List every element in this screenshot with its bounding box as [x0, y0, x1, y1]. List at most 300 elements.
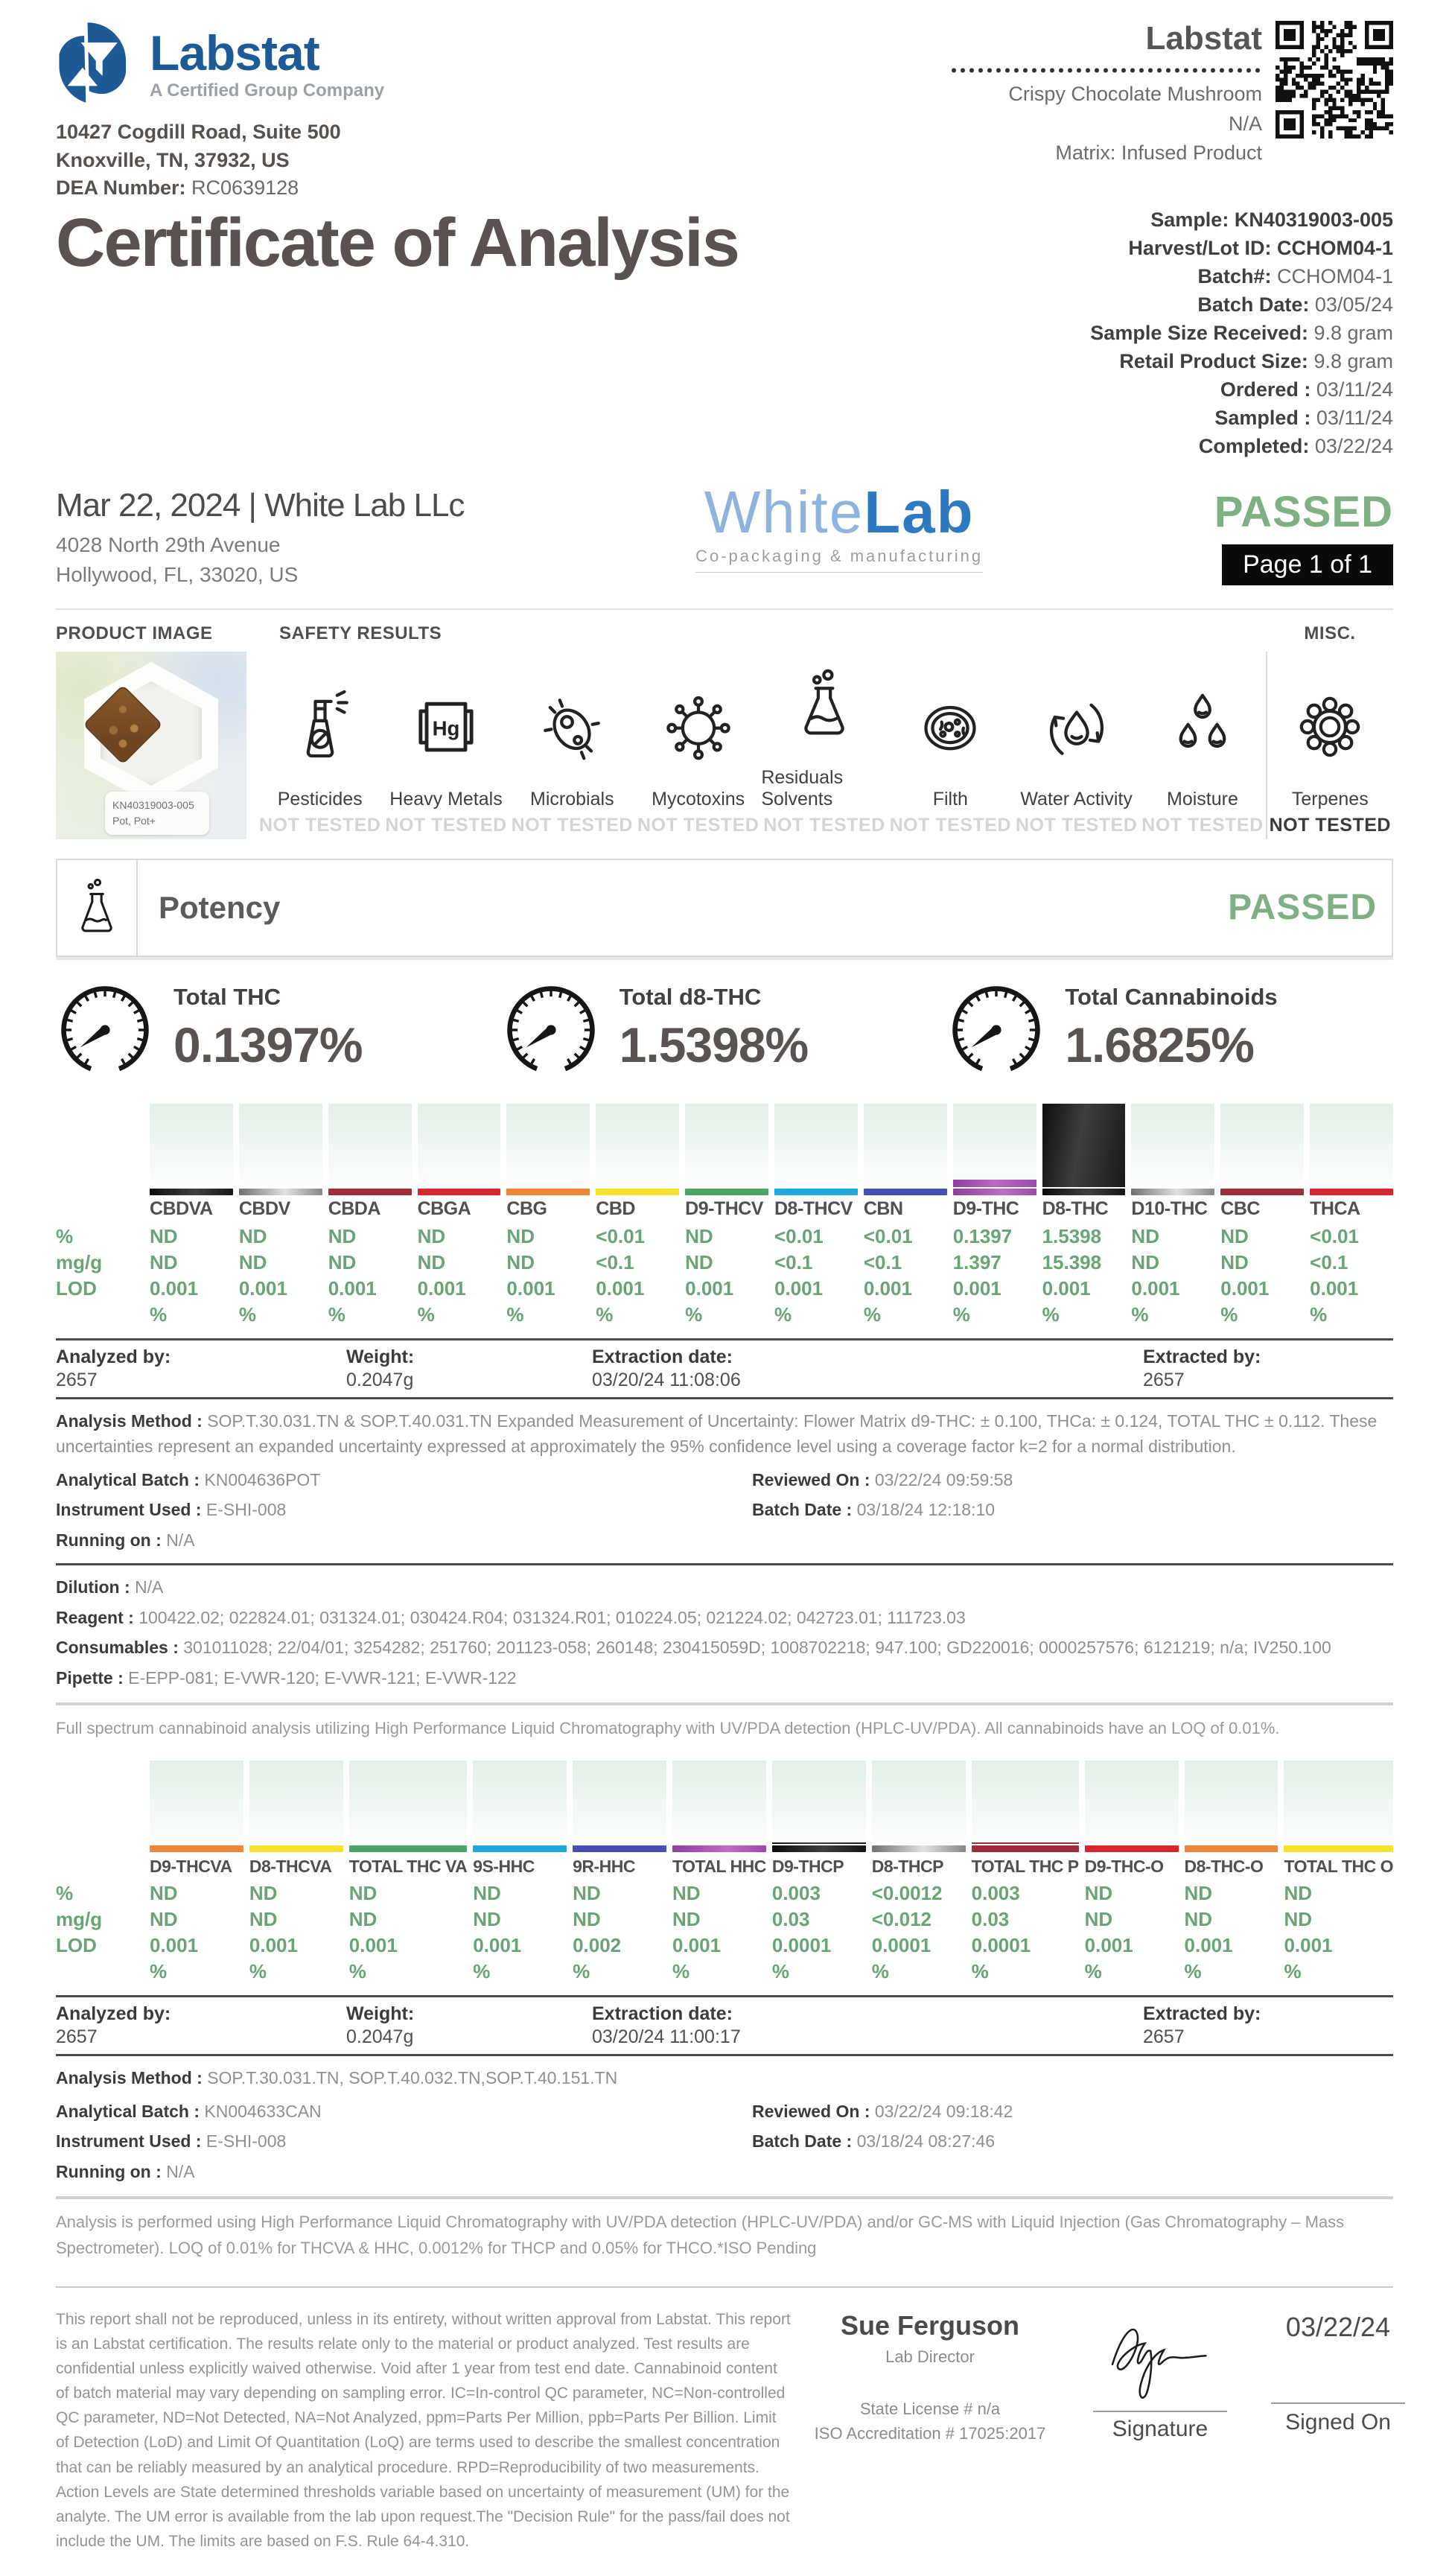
- analyte-color-strip: [573, 1845, 666, 1852]
- pesticides-icon: [281, 688, 359, 789]
- analyte-pct: ND: [328, 1224, 357, 1247]
- analyte-color-strip: [772, 1845, 866, 1852]
- page-indicator: Page 1 of 1: [1222, 544, 1393, 585]
- bar-zone: [349, 1761, 467, 1844]
- analyte-mgg: ND: [1131, 1250, 1159, 1273]
- safety-item-moisture: Moisture NOT TESTED: [1139, 652, 1265, 839]
- analyte-unit: %: [672, 1960, 690, 1983]
- analyte-lod: 0.001: [473, 1934, 522, 1957]
- bar-zone: [772, 1761, 866, 1844]
- analyte-pct: ND: [685, 1224, 713, 1247]
- signed-date-block: [1271, 2307, 1405, 2554]
- analyte-unit: %: [1220, 1303, 1238, 1326]
- analyte-bar: [953, 1180, 1036, 1187]
- analyte-unit: %: [1184, 1960, 1202, 1983]
- gauge-icon: [502, 979, 600, 1084]
- section-headings: [56, 623, 1393, 644]
- analyte-name: CBD: [596, 1198, 635, 1220]
- bar-zone: [249, 1761, 343, 1844]
- overall-result: [1214, 487, 1393, 585]
- safety-item-water-activity: Water Activity NOT TESTED: [1013, 652, 1139, 839]
- analyte-lod: 0.002: [573, 1934, 622, 1957]
- analyte-column-9r-hhc: [573, 1761, 666, 1985]
- product-photo: [56, 652, 246, 839]
- safety-item-residual-solvents: Residuals Solvents NOT TESTED: [761, 652, 887, 839]
- analyte-name: TOTAL HHC: [672, 1856, 766, 1876]
- analyte-pct: ND: [506, 1224, 535, 1247]
- safety-item-heavy-metals: Hg Heavy Metals NOT TESTED: [383, 652, 509, 839]
- analyte-column-thca: [1310, 1104, 1393, 1328]
- analyte-name: D9-THC-O: [1084, 1856, 1164, 1876]
- bar-zone: [972, 1761, 1079, 1844]
- bar-zone: [506, 1104, 590, 1187]
- analyte-pct: <0.0012: [871, 1882, 943, 1905]
- analyte-column-d10-thc: [1131, 1104, 1214, 1328]
- analyte-pct: <0.01: [1310, 1224, 1359, 1247]
- analyte-mgg: ND: [348, 1908, 378, 1931]
- bar-zone: [473, 1761, 567, 1844]
- analyte-mgg: ND: [573, 1908, 601, 1931]
- filth-icon: [911, 688, 989, 789]
- analyte-unit: %: [971, 1960, 989, 1983]
- analyte-name: D9-THCVA: [150, 1856, 232, 1876]
- analysis1-meta-row: Analyzed by: 2657 Weight: 0.2047g Extraction date: 03/20/24 11:08:06 Extracted by: 2657: [56, 1346, 1261, 1390]
- analyte-name: 9S-HHC: [473, 1856, 535, 1876]
- analyte-column-total-thc-o: [1284, 1761, 1393, 1985]
- analyte-lod: 0.0001: [971, 1934, 1031, 1957]
- analyte-color-strip: [864, 1189, 947, 1195]
- analyte-column-cbdv: [239, 1104, 322, 1328]
- analyte-color-strip: [972, 1845, 1079, 1852]
- bar-zone: [672, 1761, 766, 1844]
- cannabinoid-chart-2: [56, 1761, 1393, 1985]
- analyte-mgg: <0.1: [1310, 1250, 1348, 1273]
- sample-meta-row: Batch Date: 03/05/24: [1197, 293, 1393, 316]
- disclaimer: This report shall not be reproduced, unless in its entirety, without written approval from Labstat. This report is an Labstat certification. The results relate only to the material or product analyzed. Test results are confidential unless explicitly waived otherwise. Void after 1 year from test end date. Cannabinoid content of batch material may vary depending on sampling error. IC=In-control QC parameter, NC=Non-controlled QC parameter, ND=Not Detected, NA=Not Analyzed, ppm=Parts Per Million, ppb=Parts Per Billion. Limit of Detection (LoD) and Limit Of Quantitation (LoQ) are terms used to describe the smallest concentration that can be reliably measured by an analytical procedure. RPD=Reproducibility of two measurements. Action Levels are State determined thresholds variable based on uncertainty of measurement (UM) for the analyte. The UM error is available from the lab upon request.The "Decision Rule" for the pass/fail does not include the UM. The limits are based on F.S. Rule 64-4.310.: [56, 2310, 791, 2551]
- analyte-unit: %: [1042, 1303, 1060, 1326]
- analyte-lod: 0.001: [1284, 1934, 1333, 1957]
- analyte-lod: 0.001: [1084, 1934, 1133, 1957]
- safety-item-microbials: Microbials NOT TESTED: [509, 652, 635, 839]
- analyte-mgg: ND: [150, 1250, 178, 1273]
- analyte-mgg: ND: [1284, 1908, 1312, 1931]
- report-date-client: Mar 22, 2024 | White Lab LLc: [56, 487, 465, 524]
- analyte-mgg: ND: [1084, 1908, 1113, 1931]
- analyte-column-d9-thc-o: [1085, 1761, 1179, 1985]
- analyte-lod: 0.0001: [871, 1934, 932, 1957]
- qr-code: [1276, 21, 1393, 139]
- analyte-mgg: ND: [328, 1250, 357, 1273]
- chart-row-labels: % mg/g LOD: [56, 1882, 103, 1957]
- product-name: Crispy Chocolate Mushroom: [1008, 83, 1262, 106]
- analyte-bar: [972, 1842, 1079, 1844]
- analyte-color-strip: [1042, 1189, 1126, 1195]
- gauge-total-d8-thc: Total d8-THC 1.5398%: [502, 979, 948, 1084]
- misc-heading: MISC.: [1304, 623, 1356, 643]
- analyte-pct: ND: [1131, 1224, 1159, 1247]
- analyte-name: CBC: [1220, 1198, 1260, 1220]
- signature-image: [1097, 2393, 1223, 2405]
- analyte-lod: 0.001: [417, 1276, 466, 1300]
- bar-zone: [774, 1104, 858, 1187]
- analyte-mgg: ND: [685, 1250, 713, 1273]
- bar-zone: [150, 1104, 233, 1187]
- client-address: 4028 North 29th Avenue Hollywood, FL, 33020, US: [56, 533, 299, 586]
- analyte-column-cbga: [418, 1104, 501, 1328]
- divider: [56, 1702, 1393, 1705]
- analyte-color-strip: [1220, 1189, 1304, 1195]
- divider: [56, 608, 1393, 610]
- analyte-column-cbg: [506, 1104, 590, 1328]
- analyte-color-strip: [1310, 1189, 1393, 1195]
- analyte-pct: <0.01: [596, 1224, 646, 1247]
- analyte-unit: %: [328, 1303, 345, 1326]
- bar-zone: [872, 1761, 966, 1844]
- water-activity-icon: [1038, 688, 1115, 789]
- analyte-pct: ND: [1284, 1882, 1312, 1905]
- bar-zone: [864, 1104, 947, 1187]
- misc-item-terpenes: Terpenes NOT TESTED: [1266, 652, 1393, 839]
- analyte-pct: ND: [1184, 1882, 1213, 1905]
- potency-title: Potency: [159, 889, 281, 925]
- analyte-lod: 0.001: [1131, 1276, 1180, 1300]
- bar-zone: [685, 1104, 768, 1187]
- analyte-name: CBGA: [417, 1198, 471, 1220]
- analyte-color-strip: [1131, 1189, 1214, 1195]
- analyte-lod: 0.001: [1042, 1276, 1091, 1300]
- analyte-column-d9-thc: [953, 1104, 1036, 1328]
- analyte-color-strip: [1185, 1845, 1278, 1852]
- sample-meta-row: Sample: KN40319003-005: [1150, 208, 1393, 231]
- analyte-pct: ND: [249, 1882, 278, 1905]
- analyte-mgg: ND: [473, 1908, 501, 1931]
- bar-zone: [1284, 1761, 1393, 1844]
- analyte-pct: 0.003: [771, 1882, 821, 1905]
- analyte-pct: 1.5398: [1042, 1224, 1102, 1247]
- flask-icon: [57, 860, 138, 955]
- analyte-name: D8-THCP: [871, 1856, 943, 1876]
- sample-meta-row: Harvest/Lot ID: CCHOM04-1: [1128, 236, 1393, 259]
- analyte-column-d8-thcp: [872, 1761, 966, 1985]
- signer-block: [811, 2307, 1049, 2554]
- gauge-icon: [56, 979, 154, 1084]
- analyte-mgg: ND: [238, 1250, 267, 1273]
- analyte-mgg: ND: [249, 1908, 278, 1931]
- bar-zone: [1085, 1761, 1179, 1844]
- analyte-color-strip: [249, 1845, 343, 1852]
- safety-item-filth: Filth NOT TESTED: [888, 652, 1013, 839]
- analyte-column-cbd: [596, 1104, 679, 1328]
- analyte-pct: ND: [1084, 1882, 1113, 1905]
- analyte-unit: %: [774, 1303, 792, 1326]
- divider: [56, 2054, 1393, 2056]
- bar-zone: [596, 1104, 679, 1187]
- analyte-unit: %: [952, 1303, 970, 1326]
- analyte-unit: %: [871, 1960, 889, 1983]
- whitelab-tagline: Co-packaging & manufacturing: [695, 547, 983, 573]
- analyte-lod: 0.001: [238, 1276, 287, 1300]
- gauge-total-thc: Total THC 0.1397%: [56, 979, 502, 1084]
- signature-block: [1067, 2307, 1253, 2554]
- analyte-name: D9-THCV: [685, 1198, 763, 1220]
- analyte-lod: 0.001: [672, 1934, 722, 1957]
- analyte-color-strip: [1284, 1845, 1393, 1852]
- sample-meta-row: Sample Size Received: 9.8 gram: [1090, 321, 1393, 344]
- analyte-name: 9R-HHC: [573, 1856, 635, 1876]
- analyte-color-strip: [953, 1189, 1036, 1195]
- analyte-pct: ND: [417, 1224, 446, 1247]
- heavy-metals-icon: [407, 688, 485, 789]
- analyte-pct: ND: [238, 1224, 267, 1247]
- analyte-name: TOTAL THC VA: [348, 1856, 468, 1876]
- product-photo-label: KN40319003-005 Pot, Pot+: [105, 792, 209, 835]
- labstat-logo-tagline: A Certified Group Company: [150, 80, 385, 101]
- analyte-mgg: 0.03: [971, 1908, 1010, 1931]
- analyte-column-cbdva: [150, 1104, 233, 1328]
- analyte-lod: 0.001: [328, 1276, 377, 1300]
- header: [56, 21, 1393, 200]
- analyte-name: D8-THC: [1042, 1198, 1109, 1220]
- microbials-icon: [533, 688, 611, 789]
- bar-zone: [418, 1104, 501, 1187]
- analysis2-meta-row: Analyzed by: 2657 Weight: 0.2047g Extraction date: 03/20/24 11:00:17 Extracted by: 2657: [56, 2003, 1261, 2048]
- analyte-column-total-thc-p: [972, 1761, 1079, 1985]
- analysis2-method-block: Analysis Method : SOP.T.30.031.TN, SOP.T.40.032.TN,SOP.T.40.151.TN Analytical Batch : KN004633CAN Instrument Used : E-SHI-008 Running on : N/A Reviewed On : 03/22/24 09:18:42 Batch Date : 03/18/24 08:27:46: [56, 2068, 1013, 2181]
- analyte-color-strip: [672, 1845, 766, 1852]
- bar-zone: [1131, 1104, 1214, 1187]
- analyte-mgg: ND: [506, 1250, 535, 1273]
- analyte-unit: %: [506, 1303, 524, 1326]
- analyte-mgg: <0.1: [774, 1250, 813, 1273]
- analyte-unit: %: [863, 1303, 881, 1326]
- analyte-name: D9-THCP: [771, 1856, 844, 1876]
- header-left: [56, 21, 384, 200]
- analyte-column-9s-hhc: [473, 1761, 567, 1985]
- residual-solvents-icon: [786, 667, 863, 767]
- analyte-lod: 0.001: [774, 1276, 824, 1300]
- analyte-lod: 0.001: [150, 1276, 199, 1300]
- analyte-column-d9-thcp: [772, 1761, 866, 1985]
- analyte-color-strip: [349, 1845, 467, 1852]
- gauge-total-cannabinoids: Total Cannabinoids 1.6825%: [947, 979, 1393, 1084]
- sample-meta: [1090, 207, 1393, 462]
- labstat-logo-icon: [56, 21, 139, 108]
- sample-meta-row: Ordered : 03/11/24: [1220, 378, 1393, 401]
- analyte-unit: %: [1131, 1303, 1149, 1326]
- analyte-unit: %: [1284, 1960, 1302, 1983]
- analyte-unit: %: [473, 1960, 491, 1983]
- analyte-bar: [1042, 1104, 1126, 1187]
- analyte-name: CBDV: [238, 1198, 290, 1220]
- dea-number: DEA Number: RC0639128: [56, 176, 299, 199]
- signed-on-line: [1271, 2402, 1405, 2404]
- analyte-unit: %: [249, 1960, 267, 1983]
- safety-icons-strip: [257, 652, 1393, 839]
- gauge-icon: [947, 979, 1045, 1084]
- title-row: [56, 204, 1393, 462]
- analyte-pct: 0.1397: [952, 1224, 1013, 1247]
- header-right: [949, 21, 1393, 200]
- terpenes-icon: [1291, 688, 1369, 789]
- bar-zone: [573, 1761, 666, 1844]
- analyte-column-d8-thcva: [249, 1761, 343, 1985]
- analyte-name: CBDVA: [150, 1198, 213, 1220]
- bar-zone: [1310, 1104, 1393, 1187]
- analyte-color-strip: [473, 1845, 567, 1852]
- analyte-unit: %: [596, 1303, 614, 1326]
- signer-role: Lab Director: [885, 2347, 975, 2366]
- analyte-unit: %: [685, 1303, 703, 1326]
- analyte-lod: 0.001: [249, 1934, 298, 1957]
- analyte-unit: %: [238, 1303, 256, 1326]
- sample-meta-row: Batch#: CCHOM04-1: [1197, 264, 1393, 287]
- signer-name: Sue Ferguson: [840, 2309, 1020, 2341]
- analyte-name: CBN: [863, 1198, 903, 1220]
- labstat-logo: [56, 21, 384, 108]
- analyte-unit: %: [348, 1960, 366, 1983]
- analyte-pct: ND: [348, 1882, 378, 1905]
- labstat-logo-word: Labstat: [150, 25, 319, 80]
- analysis2-note: Analysis is performed using High Performance Liquid Chromatography with UV/PDA detection (HPLC-UV/PDA) and/or GC-MS with Liquid Injection (Gas Chromatography – Mass Spectrometer). LOQ of 0.01% for THCVA & HHC, 0.0012% for THCP and 0.05% for THCO.*ISO Pending: [56, 2213, 1345, 2257]
- analyte-unit: %: [1084, 1960, 1102, 1983]
- analyte-column-d9-thcv: [685, 1104, 768, 1328]
- potency-summary: [56, 979, 1393, 1084]
- lab-address: 10427 Cogdill Road, Suite 500 Knoxville, TN, 37932, US: [56, 121, 341, 171]
- analyte-lod: 0.0001: [771, 1934, 832, 1957]
- divider: [56, 1563, 1393, 1565]
- analyte-mgg: ND: [417, 1250, 446, 1273]
- analyte-mgg: <0.1: [863, 1250, 902, 1273]
- moisture-icon: [1164, 688, 1241, 789]
- analyte-unit: %: [1310, 1303, 1328, 1326]
- state-license: State License # n/a: [859, 2399, 1001, 2418]
- analyte-unit: %: [150, 1303, 168, 1326]
- analyte-mgg: 0.03: [771, 1908, 810, 1931]
- analyte-color-strip: [418, 1189, 501, 1195]
- product-matrix: Matrix: Infused Product: [1055, 141, 1262, 164]
- header-brand: Labstat: [1145, 20, 1262, 57]
- divider: [56, 1397, 1393, 1399]
- analyte-name: D8-THC-O: [1184, 1856, 1264, 1876]
- bar-zone: [239, 1104, 322, 1187]
- analysis1-reagents-block: Dilution : N/A Reagent : 100422.02; 022824.01; 031324.01; 030424.R04; 031324.R01; 010224.05; 021224.02; 042723.01; 111723.03 Consumables : 301011028; 22/04/01; 3254282; 251760; 201123-058; 260148; 230415059D; 1008702218; 947.100; GD220016; 0000257576; 6121219; n/a; IV250.100 Pipette : E-EPP-081; E-VWR-120; E-VWR-121; E-VWR-122: [56, 1577, 1331, 1688]
- signature-line: [1093, 2411, 1227, 2412]
- sample-meta-row: Completed: 03/22/24: [1198, 435, 1393, 458]
- analyte-color-strip: [150, 1189, 233, 1195]
- analyte-color-strip: [239, 1189, 322, 1195]
- analyte-column-d9-thcva: [150, 1761, 243, 1985]
- page-title: Certificate of Analysis: [56, 204, 739, 281]
- bar-zone: [328, 1104, 412, 1187]
- bar-zone: [953, 1104, 1036, 1187]
- analyte-lod: 0.001: [596, 1276, 645, 1300]
- analyte-lod: 0.001: [1184, 1934, 1233, 1957]
- whitelab-logo: WhiteLab Co-packaging & manufacturing: [695, 483, 983, 573]
- sample-meta-row: Sampled : 03/11/24: [1214, 407, 1393, 430]
- analyte-name: THCA: [1310, 1198, 1360, 1220]
- analyte-column-cbda: [328, 1104, 412, 1328]
- analyte-column-total-hhc: [672, 1761, 766, 1985]
- analyte-mgg: ND: [1220, 1250, 1249, 1273]
- signature-caption: Signature: [1112, 2416, 1208, 2441]
- analyte-column-d8-thc: [1042, 1104, 1126, 1328]
- cannabinoid-chart-1: [56, 1104, 1393, 1328]
- analyte-mgg: 15.398: [1042, 1250, 1102, 1273]
- analysis1-note: Full spectrum cannabinoid analysis utilizing High Performance Liquid Chromatography with UV/PDA detection (HPLC-UV/PDA). All cannabinoids have an LOQ of 0.01%.: [56, 1719, 1280, 1738]
- analyte-column-total-thc-va: [349, 1761, 467, 1985]
- analyte-mgg: ND: [672, 1908, 701, 1931]
- analyte-pct: ND: [573, 1882, 601, 1905]
- analyte-name: TOTAL THC O: [1284, 1856, 1393, 1876]
- analyte-lod: 0.001: [348, 1934, 398, 1957]
- analyte-bar: [772, 1842, 866, 1844]
- analyte-color-strip: [506, 1189, 590, 1195]
- analyte-lod: 0.001: [863, 1276, 912, 1300]
- analyte-lod: 0.001: [952, 1276, 1001, 1300]
- analyte-unit: %: [573, 1960, 590, 1983]
- analyte-column-cbn: [864, 1104, 947, 1328]
- analyte-mgg: ND: [1184, 1908, 1213, 1931]
- analyte-pct: <0.01: [774, 1224, 824, 1247]
- analyte-name: D8-THCV: [774, 1198, 853, 1220]
- analyte-color-strip: [872, 1845, 966, 1852]
- analyte-mgg: <0.012: [871, 1908, 932, 1931]
- bar-zone: [1042, 1104, 1126, 1187]
- analyte-pct: ND: [672, 1882, 701, 1905]
- safety-item-mycotoxins: Mycotoxins NOT TESTED: [635, 652, 761, 839]
- analyte-unit: %: [417, 1303, 435, 1326]
- analyte-lod: 0.001: [1310, 1276, 1359, 1300]
- bar-zone: [1220, 1104, 1304, 1187]
- divider: [56, 2196, 1393, 2199]
- analyte-name: D8-THCVA: [249, 1856, 332, 1876]
- client-block: [56, 487, 464, 588]
- chart-row-labels: % mg/g LOD: [56, 1224, 103, 1300]
- analyte-name: TOTAL THC P: [971, 1856, 1079, 1876]
- iso-accreditation: ISO Accreditation # 17025:2017: [814, 2423, 1046, 2443]
- analyte-lod: 0.001: [150, 1934, 199, 1957]
- signed-on-caption: Signed On: [1285, 2409, 1391, 2435]
- svg-text:Hg: Hg: [432, 716, 460, 740]
- product-image-heading: PRODUCT IMAGE: [56, 623, 213, 643]
- analyte-pct: ND: [473, 1882, 501, 1905]
- bar-zone: [1185, 1761, 1278, 1844]
- analyte-lod: 0.001: [506, 1276, 555, 1300]
- analyte-mgg: <0.1: [596, 1250, 634, 1273]
- safety-item-pesticides: Pesticides NOT TESTED: [257, 652, 383, 839]
- bar-zone: [150, 1761, 243, 1844]
- analyte-name: CBDA: [328, 1198, 380, 1220]
- analyte-mgg: ND: [150, 1908, 178, 1931]
- potency-section-header: [56, 859, 1393, 957]
- analyte-pct: 0.003: [971, 1882, 1020, 1905]
- analyte-column-d8-thcv: [774, 1104, 858, 1328]
- footer: [56, 2286, 1393, 2554]
- analyte-color-strip: [328, 1189, 412, 1195]
- analyte-column-cbc: [1220, 1104, 1304, 1328]
- analyte-name: D9-THC: [952, 1198, 1019, 1220]
- client-row: [56, 479, 1393, 588]
- analyte-pct: ND: [150, 1224, 178, 1247]
- analyte-color-strip: [1085, 1845, 1179, 1852]
- analyte-unit: %: [771, 1960, 789, 1983]
- analyte-mgg: 1.397: [952, 1250, 1001, 1273]
- sample-meta-row: Retail Product Size: 9.8 gram: [1119, 350, 1393, 373]
- analyte-color-strip: [685, 1189, 768, 1195]
- analyte-unit: %: [150, 1960, 168, 1983]
- potency-passed-status: PASSED: [1228, 888, 1377, 928]
- analyte-lod: 0.001: [685, 1276, 734, 1300]
